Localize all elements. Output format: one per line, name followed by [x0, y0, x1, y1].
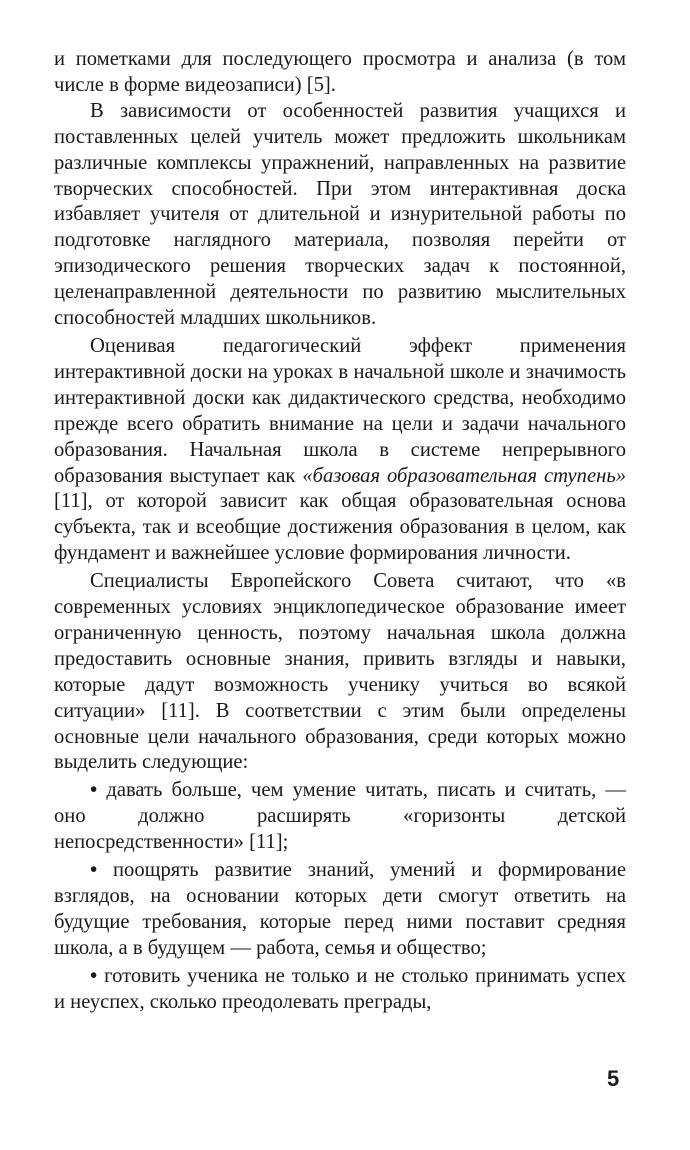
list-item-text: давать больше, чем умение читать, писать и считать, — оно должно расширять «горизонты детской непосредственности» [11];	[54, 779, 626, 854]
list-item	[54, 964, 626, 1016]
paragraph-pedagogical-effect	[54, 334, 626, 567]
list-item	[54, 778, 626, 856]
list-item-text: готовить ученика не только и не столько принимать успех и неуспех, сколько преодолевать преграды,	[54, 964, 626, 1013]
paragraph-continuation: и пометками для последующего просмотра и анализа (в том числе в форме видеозаписи) [5].	[54, 48, 626, 96]
list-item-text: поощрять развитие знаний, умений и формирование взглядов, на основании которых дети смогут ответить на будущие требования, которые перед ними поставит средняя школа, а в будущем — работа, семья и общество;	[54, 859, 626, 959]
bullet-icon: •	[90, 779, 98, 802]
bullet-icon: •	[90, 859, 98, 882]
paragraph-text: [11], от которой зависит как общая образовательная основа субъекта, так и всеобщие достижения образования в целом, как фундамент и важнейшее условие формирования личности.	[54, 490, 626, 565]
page-number: 5	[607, 1066, 620, 1091]
page-body	[54, 47, 626, 1016]
paragraph-european-council: Специалисты Европейского Совета считают, что «в современных условиях энциклопедическое образование имеет ограниченную ценность, поэтому начальная школа должна предоставить основные знания, привить взгляды и навыки, которые дадут возможность ученику учиться во всякой ситуации» [11]. В соответствии с этим были определены основные цели начального образования, среди которых можно выделить следующие:	[54, 570, 626, 774]
bullet-icon: •	[90, 964, 98, 987]
italic-term: «базовая образовательная ступень»	[302, 464, 626, 487]
paragraph-text: Оценивая педагогический эффект применения интерактивной доски на уроках в начальной школе и значимость интерактивной доски как дидактического средства, необходимо прежде всего обратить внимание на цели и задачи начального образования. Начальная школа в системе непрерывного образования выступает как	[54, 334, 626, 487]
paragraph-interactive-board-exercises: В зависимости от особенностей развития учащихся и поставленных целей учитель может предложить школьникам различные комплексы упражнений, направленных на развитие творческих способностей. При этом интерактивная доска избавляет учителя от длительной и изнурительной работы по подготовке наглядного материала, позволяя перейти от эпизодического решения творческих задач к постоянной, целенаправленной деятельности по развитию мыслительных способностей младших школьников.	[54, 99, 626, 330]
list-item	[54, 858, 626, 962]
